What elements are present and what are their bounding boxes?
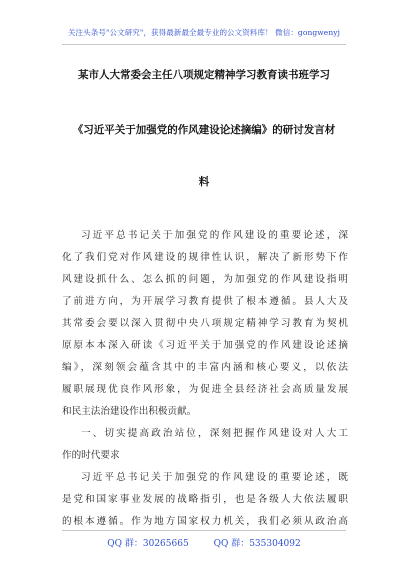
document-title-line-3: 料 (198, 176, 210, 188)
body-line: 其常委会要以深入贯彻中央八项规定精神学习教育为契机 (62, 318, 348, 329)
section-heading-line: 一、切实提高政治站位，深刻把握作风建设对人大工 (81, 428, 348, 439)
document-title-line-2: 《习近平关于加强党的作风建设论述摘编》的研讨发言材 (72, 124, 336, 136)
body-line: 了前进方向，为开展学习教育提供了根本遵循。县人大及 (62, 296, 348, 307)
body-line: 风建设抓什么、怎么抓的问题，为加强党的作风建设指明 (62, 274, 348, 285)
body-line: 是党和国家事业发展的战略指引，也是各级人大依法履职 (62, 494, 348, 505)
body-line: 编》，深刻领会蕴含其中的丰富内涵和核心要义，以依法 (62, 362, 348, 373)
header-divider (62, 44, 346, 45)
header-notice: 关注头条号"公文研究"，获得最新最全最专业的公文资料库！ 微信：gongwenyj (67, 28, 341, 37)
document-title-line-1: 某市人大常委会主任八项规定精神学习教育读书班学习 (78, 69, 330, 81)
body-line: 履职展现优良作风形象，为促进全县经济社会高质量发展 (62, 384, 348, 395)
section-heading-line: 作的时代要求 (62, 450, 120, 461)
body-line: 的根本遵循。作为地方国家权力机关，我们必须从政治高 (62, 516, 348, 527)
body-line: 习近平总书记关于加强党的作风建设的重要论述，深 (81, 230, 348, 241)
footer-qq-group-1: QQ 群：30265665 (107, 539, 189, 549)
footer-divider (62, 530, 346, 531)
body-line: 化了我们党对作风建设的规律性认识，解决了新形势下作 (62, 252, 348, 263)
body-line: 和民主法治建设作出积极贡献。 (62, 406, 197, 417)
footer-contact (0, 536, 408, 549)
body-line: 原原本本深入研读《习近平关于加强党的作风建设论述摘 (62, 340, 348, 351)
footer-qq-group-2: QQ 群：535304092 (213, 539, 301, 549)
body-line: 习近平总书记关于加强党的作风建设的重要论述，既 (81, 472, 348, 483)
